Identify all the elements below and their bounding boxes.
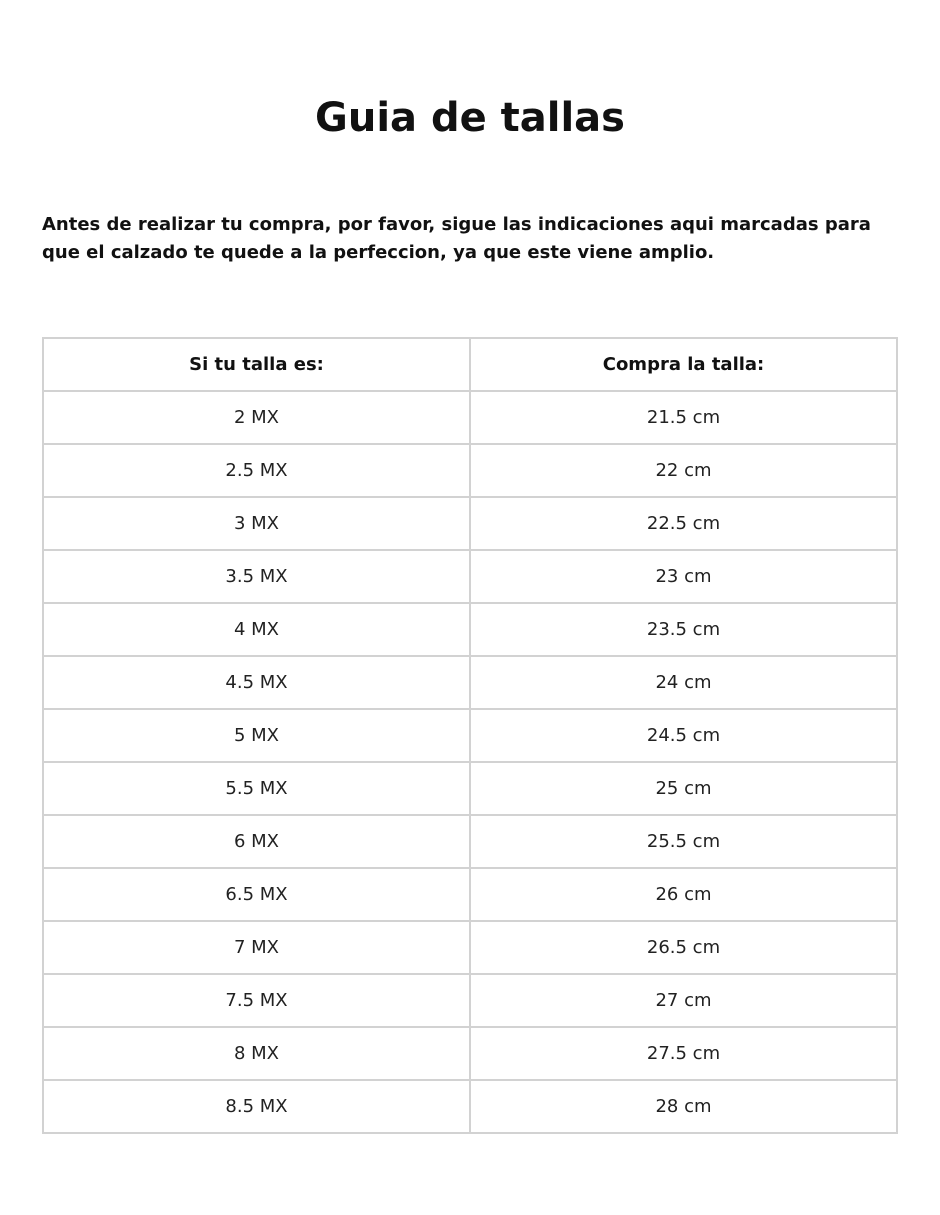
your-size-cell: 7 MX (43, 921, 470, 974)
size-guide-table (42, 337, 898, 1134)
your-size-cell: 2.5 MX (43, 444, 470, 497)
buy-size-cell: 25 cm (470, 762, 897, 815)
table-row (43, 550, 897, 603)
buy-size-cell: 22.5 cm (470, 497, 897, 550)
table-row (43, 444, 897, 497)
buy-size-cell: 26 cm (470, 868, 897, 921)
header-buy-size: Compra la talla: (470, 338, 897, 391)
your-size-cell: 2 MX (43, 391, 470, 444)
table-body (43, 391, 897, 1133)
table-row (43, 656, 897, 709)
table-row (43, 603, 897, 656)
table-row (43, 868, 897, 921)
intro-paragraph: Antes de realizar tu compra, por favor, sigue las indicaciones aqui marcadas para que el calzado te quede a la perfeccion, ya que este viene amplio. (42, 214, 871, 263)
buy-size-cell: 21.5 cm (470, 391, 897, 444)
your-size-cell: 3 MX (43, 497, 470, 550)
your-size-cell: 7.5 MX (43, 974, 470, 1027)
table-row (43, 921, 897, 974)
table-row (43, 1080, 897, 1133)
table-row (43, 391, 897, 444)
your-size-cell: 8 MX (43, 1027, 470, 1080)
your-size-cell: 5 MX (43, 709, 470, 762)
your-size-cell: 8.5 MX (43, 1080, 470, 1133)
table-row (43, 815, 897, 868)
your-size-cell: 6 MX (43, 815, 470, 868)
buy-size-cell: 26.5 cm (470, 921, 897, 974)
buy-size-cell: 24 cm (470, 656, 897, 709)
your-size-cell: 4 MX (43, 603, 470, 656)
buy-size-cell: 27 cm (470, 974, 897, 1027)
header-your-size: Si tu talla es: (43, 338, 470, 391)
buy-size-cell: 22 cm (470, 444, 897, 497)
table-row (43, 1027, 897, 1080)
buy-size-cell: 25.5 cm (470, 815, 897, 868)
buy-size-cell: 23 cm (470, 550, 897, 603)
your-size-cell: 4.5 MX (43, 656, 470, 709)
table-header-row (43, 338, 897, 391)
your-size-cell: 3.5 MX (43, 550, 470, 603)
table-row (43, 497, 897, 550)
table-row (43, 709, 897, 762)
buy-size-cell: 23.5 cm (470, 603, 897, 656)
table-row (43, 974, 897, 1027)
your-size-cell: 6.5 MX (43, 868, 470, 921)
your-size-cell: 5.5 MX (43, 762, 470, 815)
buy-size-cell: 28 cm (470, 1080, 897, 1133)
buy-size-cell: 27.5 cm (470, 1027, 897, 1080)
table-row (43, 762, 897, 815)
buy-size-cell: 24.5 cm (470, 709, 897, 762)
page-title: Guia de tallas (315, 95, 625, 141)
